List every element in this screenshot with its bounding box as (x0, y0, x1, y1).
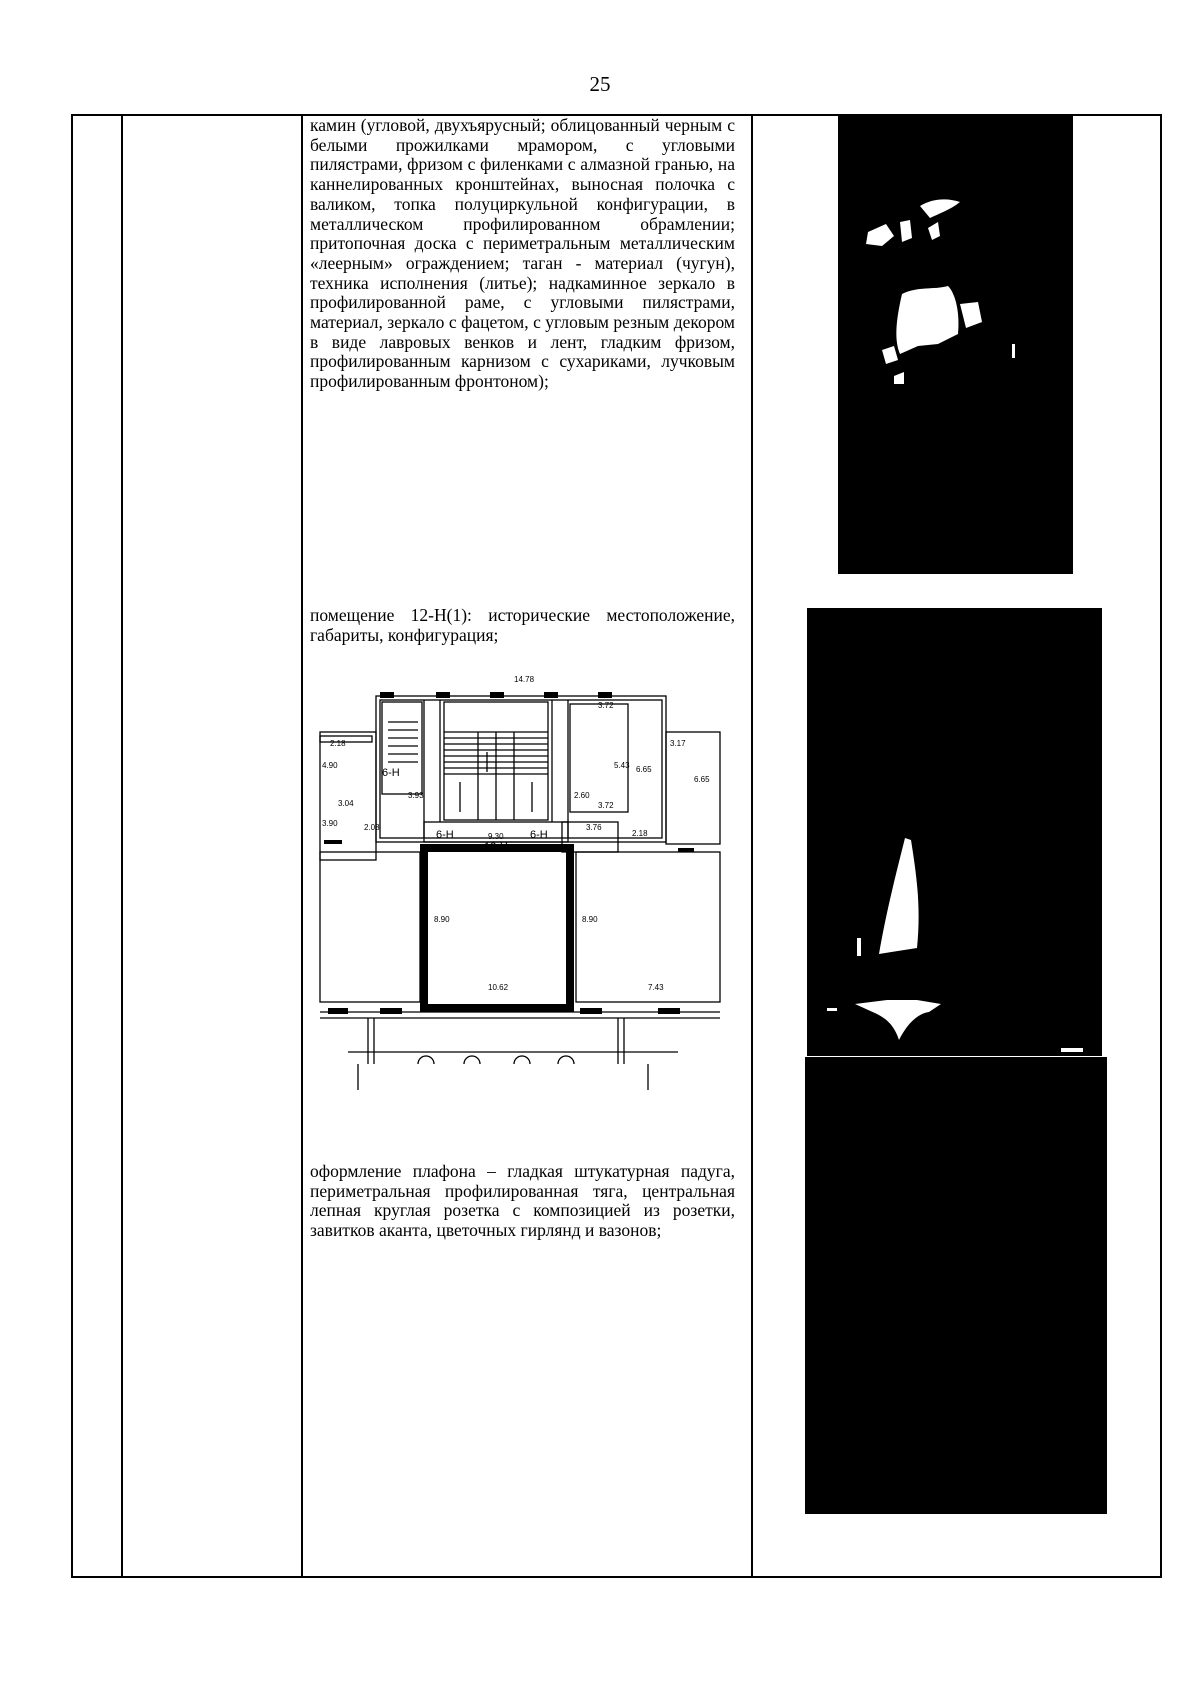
room-description: помещение 12-Н(1): исторические местоположение, габариты, конфигурация; (310, 605, 735, 645)
page-number: 25 (589, 72, 611, 96)
plan-dim-218: 2.18 (632, 829, 648, 838)
plan-dim-372-bottom: 3.72 (598, 801, 614, 810)
room-photo (807, 608, 1102, 1056)
column-divider-2 (301, 116, 303, 1576)
plan-dim-890-right: 8.90 (582, 915, 598, 924)
plan-dim-393: 3.93 (408, 791, 424, 800)
plan-dim-304: 3.04 (338, 799, 354, 808)
fireplace-photo-image (838, 114, 1073, 574)
plan-dim-543: 5.43 (614, 761, 630, 770)
plan-dim-208: 2.08 (364, 823, 380, 832)
plan-label-6h-right: 6-Н (530, 829, 548, 841)
plan-label-12h: 12-Н (484, 841, 508, 853)
column-divider-1 (121, 116, 123, 1576)
room-photo-image (807, 608, 1102, 1056)
plan-dim-890-left: 8.90 (434, 915, 450, 924)
plan-dim-930: 9.30 (488, 832, 504, 841)
ceiling-photo (805, 1057, 1107, 1514)
plan-dim-493: 4.90 (322, 761, 338, 770)
plan-dim-218b: 2.18 (330, 739, 346, 748)
fireplace-description: камин (угловой, двухъярусный; облицованный черным с белыми прожилками мрамором, с угловыми пилястрами, фризом с филенками с алмазной гранью, на каннелированных кронштейнах, выносная полочка с валиком, топка полуциркульной конфигурации, в металлическом профилированном обрамлении; притопочная доска с периметральным металлическим «леерным» ограждением; таган - материал (чугун), техника исполнения (литье); надкаминное зеркало в профилированной раме, с угловыми пилястрами, материал, зеркало с фацетом, с угловым резным декором в виде лавровых венков и лент, гладким фризом, профилированным карнизом с сухариками, лучковым профилированным фронтоном); (310, 115, 735, 392)
plan-label-6h-left: 6-Н (382, 767, 400, 779)
plan-dim-665: 6.65 (636, 765, 652, 774)
ceiling-description: оформление плафона – гладкая штукатурная падуга, периметральная профилированная тяга, центральная лепная круглая розетка с композицией из розетки, завитков аканта, цветочных гирлянд и вазонов; (310, 1161, 735, 1241)
plan-dim-372-top: 3.72 (598, 701, 614, 710)
fireplace-photo (838, 114, 1073, 574)
plan-label-6h-mid: 6-Н (436, 829, 454, 841)
plan-dim-260: 2.60 (574, 791, 590, 800)
column-divider-3 (751, 116, 753, 1576)
plan-dim-376: 3.76 (586, 823, 602, 832)
plan-dim-390: 3.90 (322, 819, 338, 828)
plan-dim-743: 7.43 (648, 983, 664, 992)
floor-plan (318, 672, 724, 1090)
plan-dim-665b: 6.65 (694, 775, 710, 784)
plan-top-dimension: 14.78 (514, 675, 535, 684)
plan-dim-1062: 10.62 (488, 983, 509, 992)
plan-dim-317: 3.17 (670, 739, 686, 748)
